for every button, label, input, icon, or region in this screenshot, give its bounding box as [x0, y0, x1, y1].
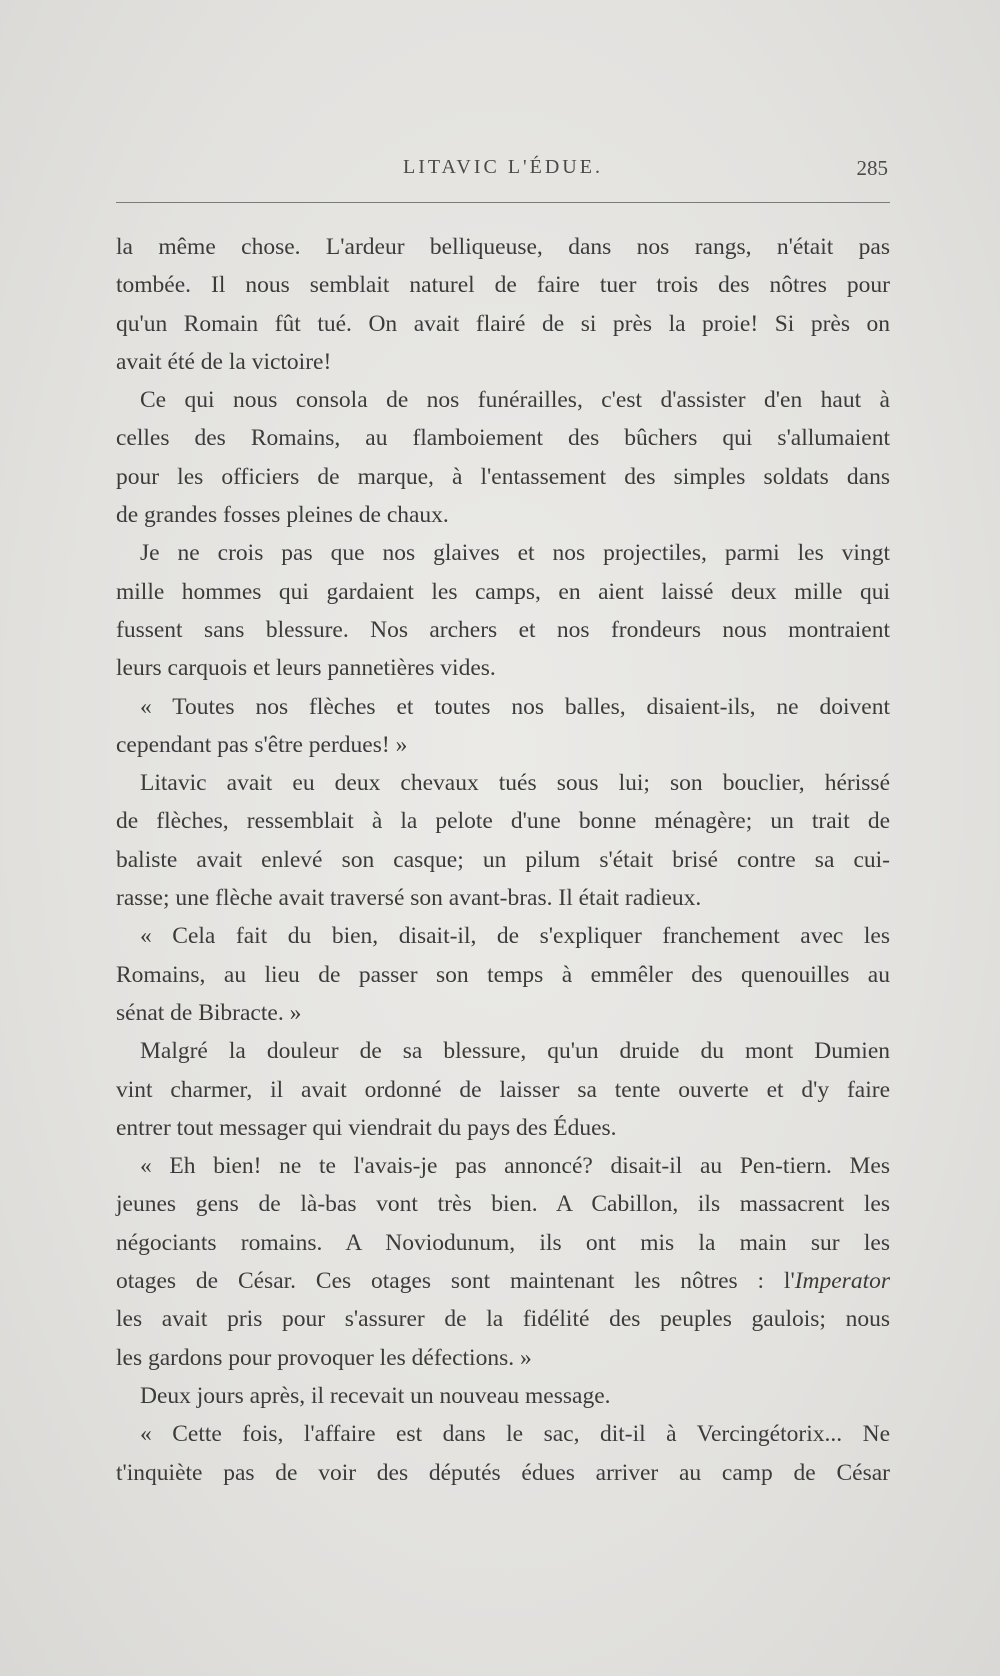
text-line: entrer tout messager qui viendrait du pays des Édues. — [116, 1114, 617, 1141]
running-header — [116, 156, 890, 186]
body-text — [116, 228, 890, 1492]
text-line: avait été de la victoire! — [116, 348, 332, 375]
text-line: mille hommes qui gardaient les camps, en aient laissé deux mille qui — [116, 578, 890, 605]
text-line: celles des Romains, au flamboiement des bûchers qui s'allumaient — [116, 425, 890, 452]
text-line: vint charmer, il avait ordonné de laisser sa tente ouverte et d'y faire — [116, 1076, 890, 1103]
running-title: LITAVIC L'ÉDUE. — [403, 156, 603, 178]
text-line: « Toutes nos flèches et toutes nos balles, disaient-ils, ne doivent — [140, 693, 890, 720]
text-line: « Cette fois, l'affaire est dans le sac, dit-il à Vercingétorix... Ne — [140, 1421, 890, 1448]
text-line: pour les officiers de marque, à l'entassement des simples soldats dans — [116, 463, 890, 490]
text-line: « Cela fait du bien, disait-il, de s'expliquer franchement avec les — [140, 923, 890, 950]
text-line: t'inquiète pas de voir des députés édues arriver au camp de César — [116, 1459, 890, 1486]
text-line: leurs carquois et leurs pannetières vides. — [116, 655, 496, 682]
text-line: les avait pris pour s'assurer de la fidélité des peuples gaulois; nous — [116, 1306, 890, 1333]
text-line: rasse; une flèche avait traversé son avant-bras. Il était radieux. — [116, 885, 702, 912]
header-rule — [116, 202, 890, 203]
text-line: Je ne crois pas que nos glaives et nos projectiles, parmi les vingt — [140, 540, 890, 567]
text-line: de grandes fosses pleines de chaux. — [116, 502, 449, 529]
text-line: tombée. Il nous semblait naturel de faire tuer trois des nôtres pour — [116, 272, 890, 299]
text-line: fussent sans blessure. Nos archers et nos frondeurs nous montraient — [116, 616, 890, 643]
text-line: Malgré la douleur de sa blessure, qu'un druide du mont Dumien — [140, 1038, 890, 1065]
text-line: jeunes gens de là-bas vont très bien. A Cabillon, ils massacrent les — [116, 1191, 890, 1218]
text-line: sénat de Bibracte. » — [116, 999, 302, 1026]
text-line: « Eh bien! ne te l'avais-je pas annoncé? disait-il au Pen-tiern. Mes — [140, 1153, 890, 1180]
text-line: qu'un Romain fût tué. On avait flairé de si près la proie! Si près on — [116, 310, 890, 337]
text-line: les gardons pour provoquer les défections. » — [116, 1344, 532, 1371]
text-line: Deux jours après, il recevait un nouveau message. — [140, 1382, 611, 1409]
text-line: cependant pas s'être perdues! » — [116, 731, 408, 758]
page-number: 285 — [856, 156, 888, 180]
italic-word: Imperator — [794, 1268, 890, 1295]
text-line: Ce qui nous consola de nos funérailles, c'est d'assister d'en haut à — [140, 387, 890, 414]
text-line: baliste avait enlevé son casque; un pilum s'était brisé contre sa cui- — [116, 846, 890, 873]
text-line: Litavic avait eu deux chevaux tués sous lui; son bouclier, hérissé — [140, 770, 890, 797]
text-line: Romains, au lieu de passer son temps à emmêler des quenouilles au — [116, 961, 890, 988]
text-line: négociants romains. A Noviodunum, ils ont mis la main sur les — [116, 1229, 890, 1256]
text-line: otages de César. Ces otages sont maintenant les nôtres : l'Imperator — [116, 1268, 890, 1295]
text-line: la même chose. L'ardeur belliqueuse, dans nos rangs, n'était pas — [116, 234, 890, 260]
text-line: de flèches, ressemblait à la pelote d'une bonne ménagère; un trait de — [116, 808, 890, 835]
